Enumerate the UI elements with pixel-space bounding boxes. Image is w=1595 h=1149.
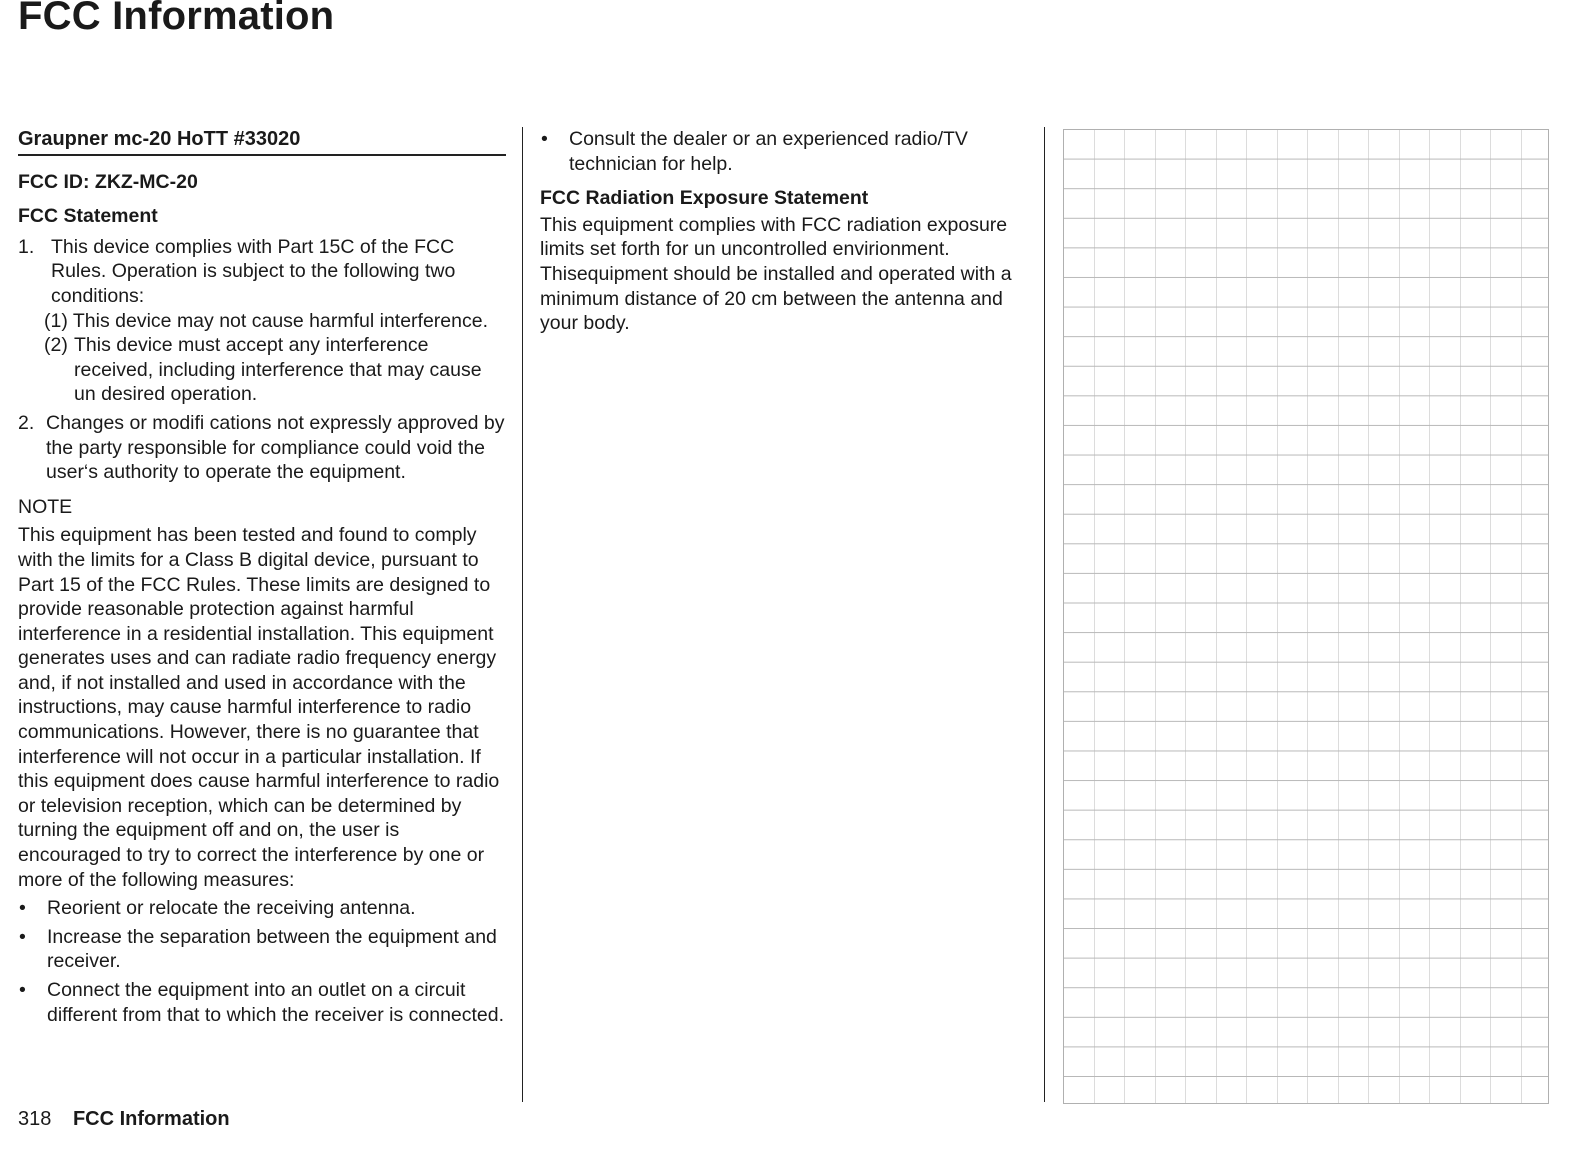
- bullet-text: Reorient or relocate the receiving antenna.: [47, 897, 416, 920]
- fcc-id: FCC ID: ZKZ-MC-20: [18, 170, 198, 193]
- item-text: This device complies with Part 15C of the FCC Rules. Operation is subject to the following two conditions:: [51, 235, 456, 307]
- page-footer: [18, 1108, 230, 1131]
- item-text: Changes or modifi cations not expressly approved by the party responsible for compliance could void the user‘s authority to operate the equipment.: [46, 411, 505, 484]
- middle-column: [540, 127, 1028, 336]
- bullet-marker: •: [541, 128, 548, 150]
- footer-title: FCC Information: [72, 1108, 230, 1130]
- condition-text: This device must accept any interference received, including interference that may cause un desired operation.: [74, 334, 482, 406]
- page-number: 318: [18, 1108, 52, 1130]
- item-number: 2.: [18, 411, 35, 434]
- bullet-marker: •: [19, 925, 26, 948]
- column-divider: [522, 127, 523, 1102]
- left-column: [18, 127, 506, 1027]
- measure-bullet: [18, 925, 506, 974]
- measure-bullet: [540, 127, 1028, 176]
- condition-2: [18, 333, 506, 407]
- notes-grid: [1063, 129, 1549, 1104]
- measure-bullet: [18, 978, 506, 1027]
- bullet-text: Consult the dealer or an experienced radio/TV technician for help.: [569, 128, 968, 175]
- product-heading: Graupner mc-20 HoTT #33020: [18, 127, 506, 156]
- page-title: FCC Information: [18, 0, 335, 38]
- radiation-heading: FCC Radiation Exposure Statement: [540, 187, 869, 210]
- condition-1: (1) This device may not cause harmful interference.: [44, 309, 489, 332]
- note-paragraph: This equipment has been tested and found to comply with the limits for a Class B digital device, pursuant to Part 15 of the FCC Rules. These limits are designed to provide reasonable protection against harmful interference in a residential installation. This equipment generates uses and can radiate radio frequency energy and, if not installed and used in accordance with the instructions, may cause harmful interference to radio communications. However, there is no guarantee that interference will not occur in a particular installation. If this equipment does cause harmful interference to radio or television reception, which can be determined by turning the equipment off and on, the user is encouraged to try to correct the interference by one or more of the following measures:: [18, 524, 500, 891]
- item-number: 1.: [18, 235, 35, 258]
- statement-item-2: [18, 411, 506, 485]
- bullet-marker: •: [19, 897, 26, 920]
- condition-number: (2): [44, 334, 68, 357]
- bullet-text: Increase the separation between the equipment and receiver.: [47, 925, 497, 973]
- bullet-marker: •: [19, 979, 26, 1001]
- note-label: NOTE: [18, 495, 73, 518]
- statement-item-1: [18, 235, 506, 309]
- column-divider: [1044, 127, 1045, 1102]
- measure-bullet: [18, 896, 506, 921]
- bullet-text: Connect the equipment into an outlet on a circuit different from that to which the receiver is connected.: [47, 979, 505, 1026]
- fcc-statement-heading: FCC Statement: [18, 205, 158, 228]
- radiation-paragraph: This equipment complies with FCC radiation exposure limits set forth for un uncontrolled envirionment. Thisequipment should be installed and operated with a minimum distance of 20 cm between the antenna and your body.: [540, 213, 1012, 335]
